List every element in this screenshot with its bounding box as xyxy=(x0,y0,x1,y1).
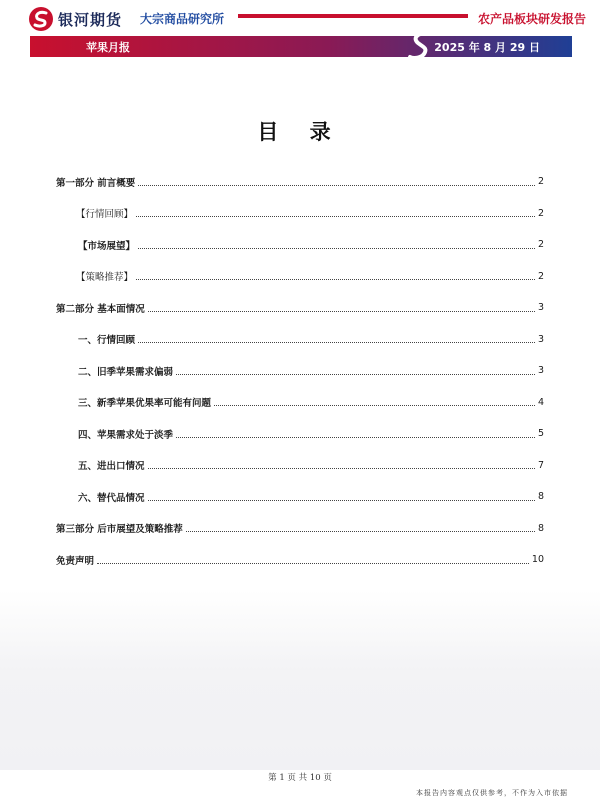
toc-entry[interactable] xyxy=(56,355,544,387)
toc-entry-page: 7 xyxy=(537,459,544,471)
toc-entry[interactable] xyxy=(56,261,544,293)
toc-entry-page: 3 xyxy=(537,333,544,345)
toc-entry[interactable] xyxy=(56,229,544,261)
toc-entry[interactable] xyxy=(56,198,544,230)
toc-leader xyxy=(176,436,535,438)
toc-entry[interactable] xyxy=(56,418,544,450)
toc-entry[interactable] xyxy=(56,166,544,198)
galaxy-logo-icon xyxy=(28,6,54,32)
toc-leader xyxy=(136,215,535,217)
toc-leader xyxy=(136,278,535,280)
toc-heading: 目 录 xyxy=(257,120,343,144)
toc-entry-page: 2 xyxy=(537,270,544,282)
header-rule xyxy=(238,14,468,18)
toc-entry[interactable] xyxy=(56,450,544,482)
toc-entry-label: 二、旧季苹果需求偏弱 xyxy=(78,366,174,378)
page-indicator: 第 1 页 共 10 页 xyxy=(268,773,332,783)
toc-entry-label: 四、苹果需求处于淡季 xyxy=(78,429,174,441)
toc-entry-label: 一、行情回顾 xyxy=(78,335,136,347)
toc-entry-label: 【行情回顾】 xyxy=(76,209,134,221)
company-name: 银河期货 xyxy=(58,10,123,29)
report-type: 农产品板块研发报告 xyxy=(477,12,586,26)
toc-entry-page: 2 xyxy=(537,207,544,219)
toc-entry-label: 第一部分 前言概要 xyxy=(56,177,136,189)
toc-entry-page: 5 xyxy=(537,428,544,440)
toc-leader xyxy=(97,562,529,564)
toc-leader xyxy=(148,467,535,469)
toc-entry-label: 【市场展望】 xyxy=(78,240,136,252)
toc-entry-label: 【策略推荐】 xyxy=(76,272,134,284)
toc-entry-page: 10 xyxy=(531,554,544,566)
toc-leader xyxy=(138,184,535,186)
toc-entry-page: 3 xyxy=(537,302,544,314)
institute-name: 大宗商品研究所 xyxy=(140,12,225,26)
report-date: 2025 年 8 月 29 日 xyxy=(434,41,540,54)
footer-disclaimer: 本报告内容观点仅供参考，不作为入市依据 xyxy=(416,789,568,797)
toc-entry[interactable] xyxy=(56,513,544,545)
toc-leader xyxy=(138,247,535,249)
toc-entry[interactable] xyxy=(56,387,544,419)
swoosh-icon xyxy=(406,30,436,62)
toc-entry-page: 2 xyxy=(537,176,544,188)
toc-entry-page: 4 xyxy=(537,396,544,408)
toc-entry-label: 第三部分 后市展望及策略推荐 xyxy=(56,524,183,536)
toc-leader xyxy=(186,530,535,532)
toc-entry-label: 五、进出口情况 xyxy=(78,461,145,473)
toc-leader xyxy=(138,341,535,343)
toc-entry[interactable] xyxy=(56,292,544,324)
report-title: 苹果月报 xyxy=(86,41,130,54)
toc-entry-label: 三、新季苹果优果率可能有问题 xyxy=(78,398,212,410)
toc-entry[interactable] xyxy=(56,481,544,513)
company-logo xyxy=(28,6,122,32)
toc-entry-label: 免责声明 xyxy=(56,555,95,567)
toc-leader xyxy=(148,499,535,501)
toc-leader xyxy=(148,310,535,312)
toc-entry-page: 3 xyxy=(537,365,544,377)
toc-entry-page: 8 xyxy=(537,522,544,534)
toc-entry[interactable] xyxy=(56,544,544,576)
toc-entry[interactable] xyxy=(56,324,544,356)
toc-entry-label: 第二部分 基本面情况 xyxy=(56,303,145,315)
toc-entry-label: 六、替代品情况 xyxy=(78,492,145,504)
table-of-contents xyxy=(56,166,544,576)
header-banner xyxy=(30,36,572,57)
toc-entry-page: 2 xyxy=(537,239,544,251)
toc-leader xyxy=(176,373,535,375)
background-watermark xyxy=(0,590,600,770)
toc-entry-page: 8 xyxy=(537,491,544,503)
toc-leader xyxy=(214,404,535,406)
